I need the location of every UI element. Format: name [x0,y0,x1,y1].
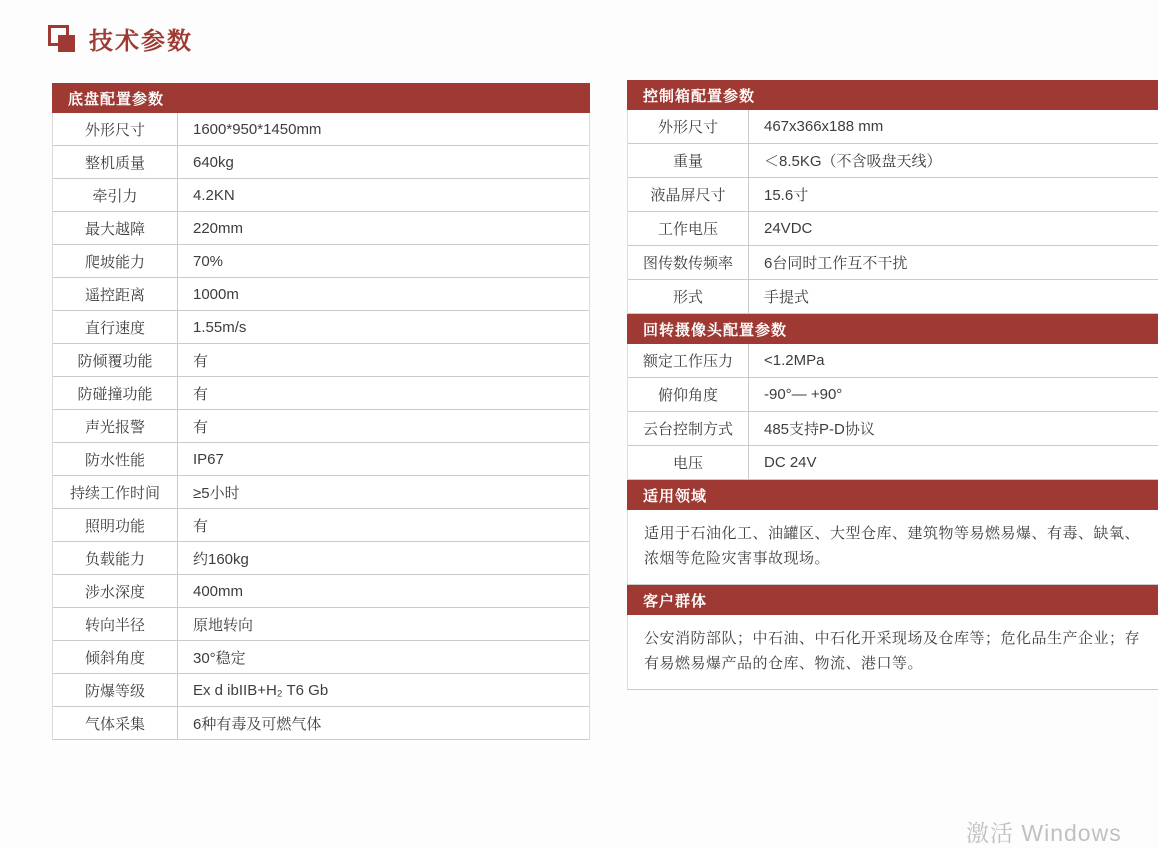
param-value: 6种有毒及可燃气体 [193,715,322,733]
table-row [53,509,589,542]
overlapping-squares-icon [48,25,76,53]
table-row [53,542,589,575]
param-label: 液晶屏尺寸 [628,178,749,211]
table-row [628,212,1158,246]
table-row [628,378,1158,412]
param-value: 220mm [193,219,244,237]
param-value: 1.55m/s [193,318,247,336]
application-section-text: 适用于石油化工、油罐区、大型仓库、建筑物等易燃易爆、有毒、缺氧、浓烟等危险灾害事故现场。 [627,510,1158,585]
param-value: 70% [193,252,224,270]
param-value: 467x366x188 mm [764,118,884,135]
table-row [53,641,589,674]
param-label: 防倾覆功能 [53,344,178,376]
param-value: 4.2KN [193,186,235,204]
table-row [53,575,589,608]
param-value: 有 [193,418,209,436]
param-value: 640kg [193,153,234,171]
table-row [53,179,589,212]
chassis-table-header: 底盘配置参数 [52,83,590,113]
table-row [53,245,589,278]
param-label: 倾斜角度 [53,641,178,673]
param-label: 声光报警 [53,410,178,442]
param-label: 转向半径 [53,608,178,640]
param-value: -90°— +90° [764,386,843,403]
param-label: 直行速度 [53,311,178,343]
param-value: <1.2MPa [764,352,825,369]
param-label: 整机质量 [53,146,178,178]
table-row [53,212,589,245]
param-label: 电压 [628,446,749,479]
table-row [53,146,589,179]
table-row [53,443,589,476]
table-row [628,110,1158,144]
right-info-panel [627,80,1158,690]
param-value: Ex d ibIIB+H₂ T6 Gb [193,681,329,699]
param-value: ≥5小时 [193,484,240,502]
control-box-table-header: 控制箱配置参数 [627,80,1158,110]
camera-table-header: 回转摄像头配置参数 [627,314,1158,344]
param-label: 重量 [628,144,749,177]
param-label: 气体采集 [53,707,178,739]
param-value: 30°稳定 [193,649,246,667]
table-row [53,608,589,641]
windows-activation-watermark: 激活 Windows [966,820,1122,846]
param-value: IP67 [193,450,224,468]
param-label: 防水性能 [53,443,178,475]
param-value: 6台同时工作互不干扰 [764,255,908,272]
param-label: 工作电压 [628,212,749,245]
customer-section-header: 客户群体 [627,585,1158,615]
param-label: 照明功能 [53,509,178,541]
param-value: 原地转向 [193,616,254,634]
table-row [53,344,589,377]
param-label: 涉水深度 [53,575,178,607]
param-label: 云台控制方式 [628,412,749,445]
table-row [628,446,1158,480]
table-row [53,410,589,443]
application-section-header: 适用领域 [627,480,1158,510]
param-value: ＜8.5KG（不含吸盘天线） [764,153,942,170]
param-value: 有 [193,352,209,370]
param-value: 24VDC [764,220,813,237]
table-row [53,377,589,410]
param-label: 形式 [628,280,749,313]
param-label: 外形尺寸 [628,110,749,143]
param-value: 约160kg [193,550,249,568]
table-row [53,674,589,707]
table-row [628,412,1158,446]
table-row [628,246,1158,280]
table-row [53,278,589,311]
param-label: 俯仰角度 [628,378,749,411]
param-label: 最大越障 [53,212,178,244]
param-label: 爬坡能力 [53,245,178,277]
table-row [53,707,589,740]
page-title: 技术参数 [89,28,193,55]
chassis-parameters-panel [52,83,590,740]
table-row [628,280,1158,314]
table-row [53,476,589,509]
table-row [628,144,1158,178]
param-value: 1600*950*1450mm [193,120,322,138]
param-value: 手提式 [764,289,810,306]
param-value: 1000m [193,285,239,303]
param-value: 400mm [193,582,244,600]
param-label: 防碰撞功能 [53,377,178,409]
customer-section-text: 公安消防部队；中石油、中石化开采现场及仓库等；危化品生产企业；存有易燃易爆产品的仓库、物流、港口等。 [627,615,1158,690]
param-label: 额定工作压力 [628,344,749,377]
control-box-table [627,110,1158,314]
page-title-block [48,21,193,56]
param-value: 有 [193,385,209,403]
param-value: DC 24V [764,454,817,471]
param-value: 15.6寸 [764,187,809,204]
param-label: 外形尺寸 [53,113,178,145]
table-row [53,311,589,344]
param-value: 485支持P-D协议 [764,421,875,438]
chassis-table [52,113,590,740]
table-row [628,344,1158,378]
camera-table [627,344,1158,480]
param-label: 负载能力 [53,542,178,574]
param-label: 遥控距离 [53,278,178,310]
table-row [628,178,1158,212]
param-label: 持续工作时间 [53,476,178,508]
param-label: 防爆等级 [53,674,178,706]
param-label: 牵引力 [53,179,178,211]
table-row [53,113,589,146]
param-label: 图传数传频率 [628,246,749,279]
param-value: 有 [193,517,209,535]
